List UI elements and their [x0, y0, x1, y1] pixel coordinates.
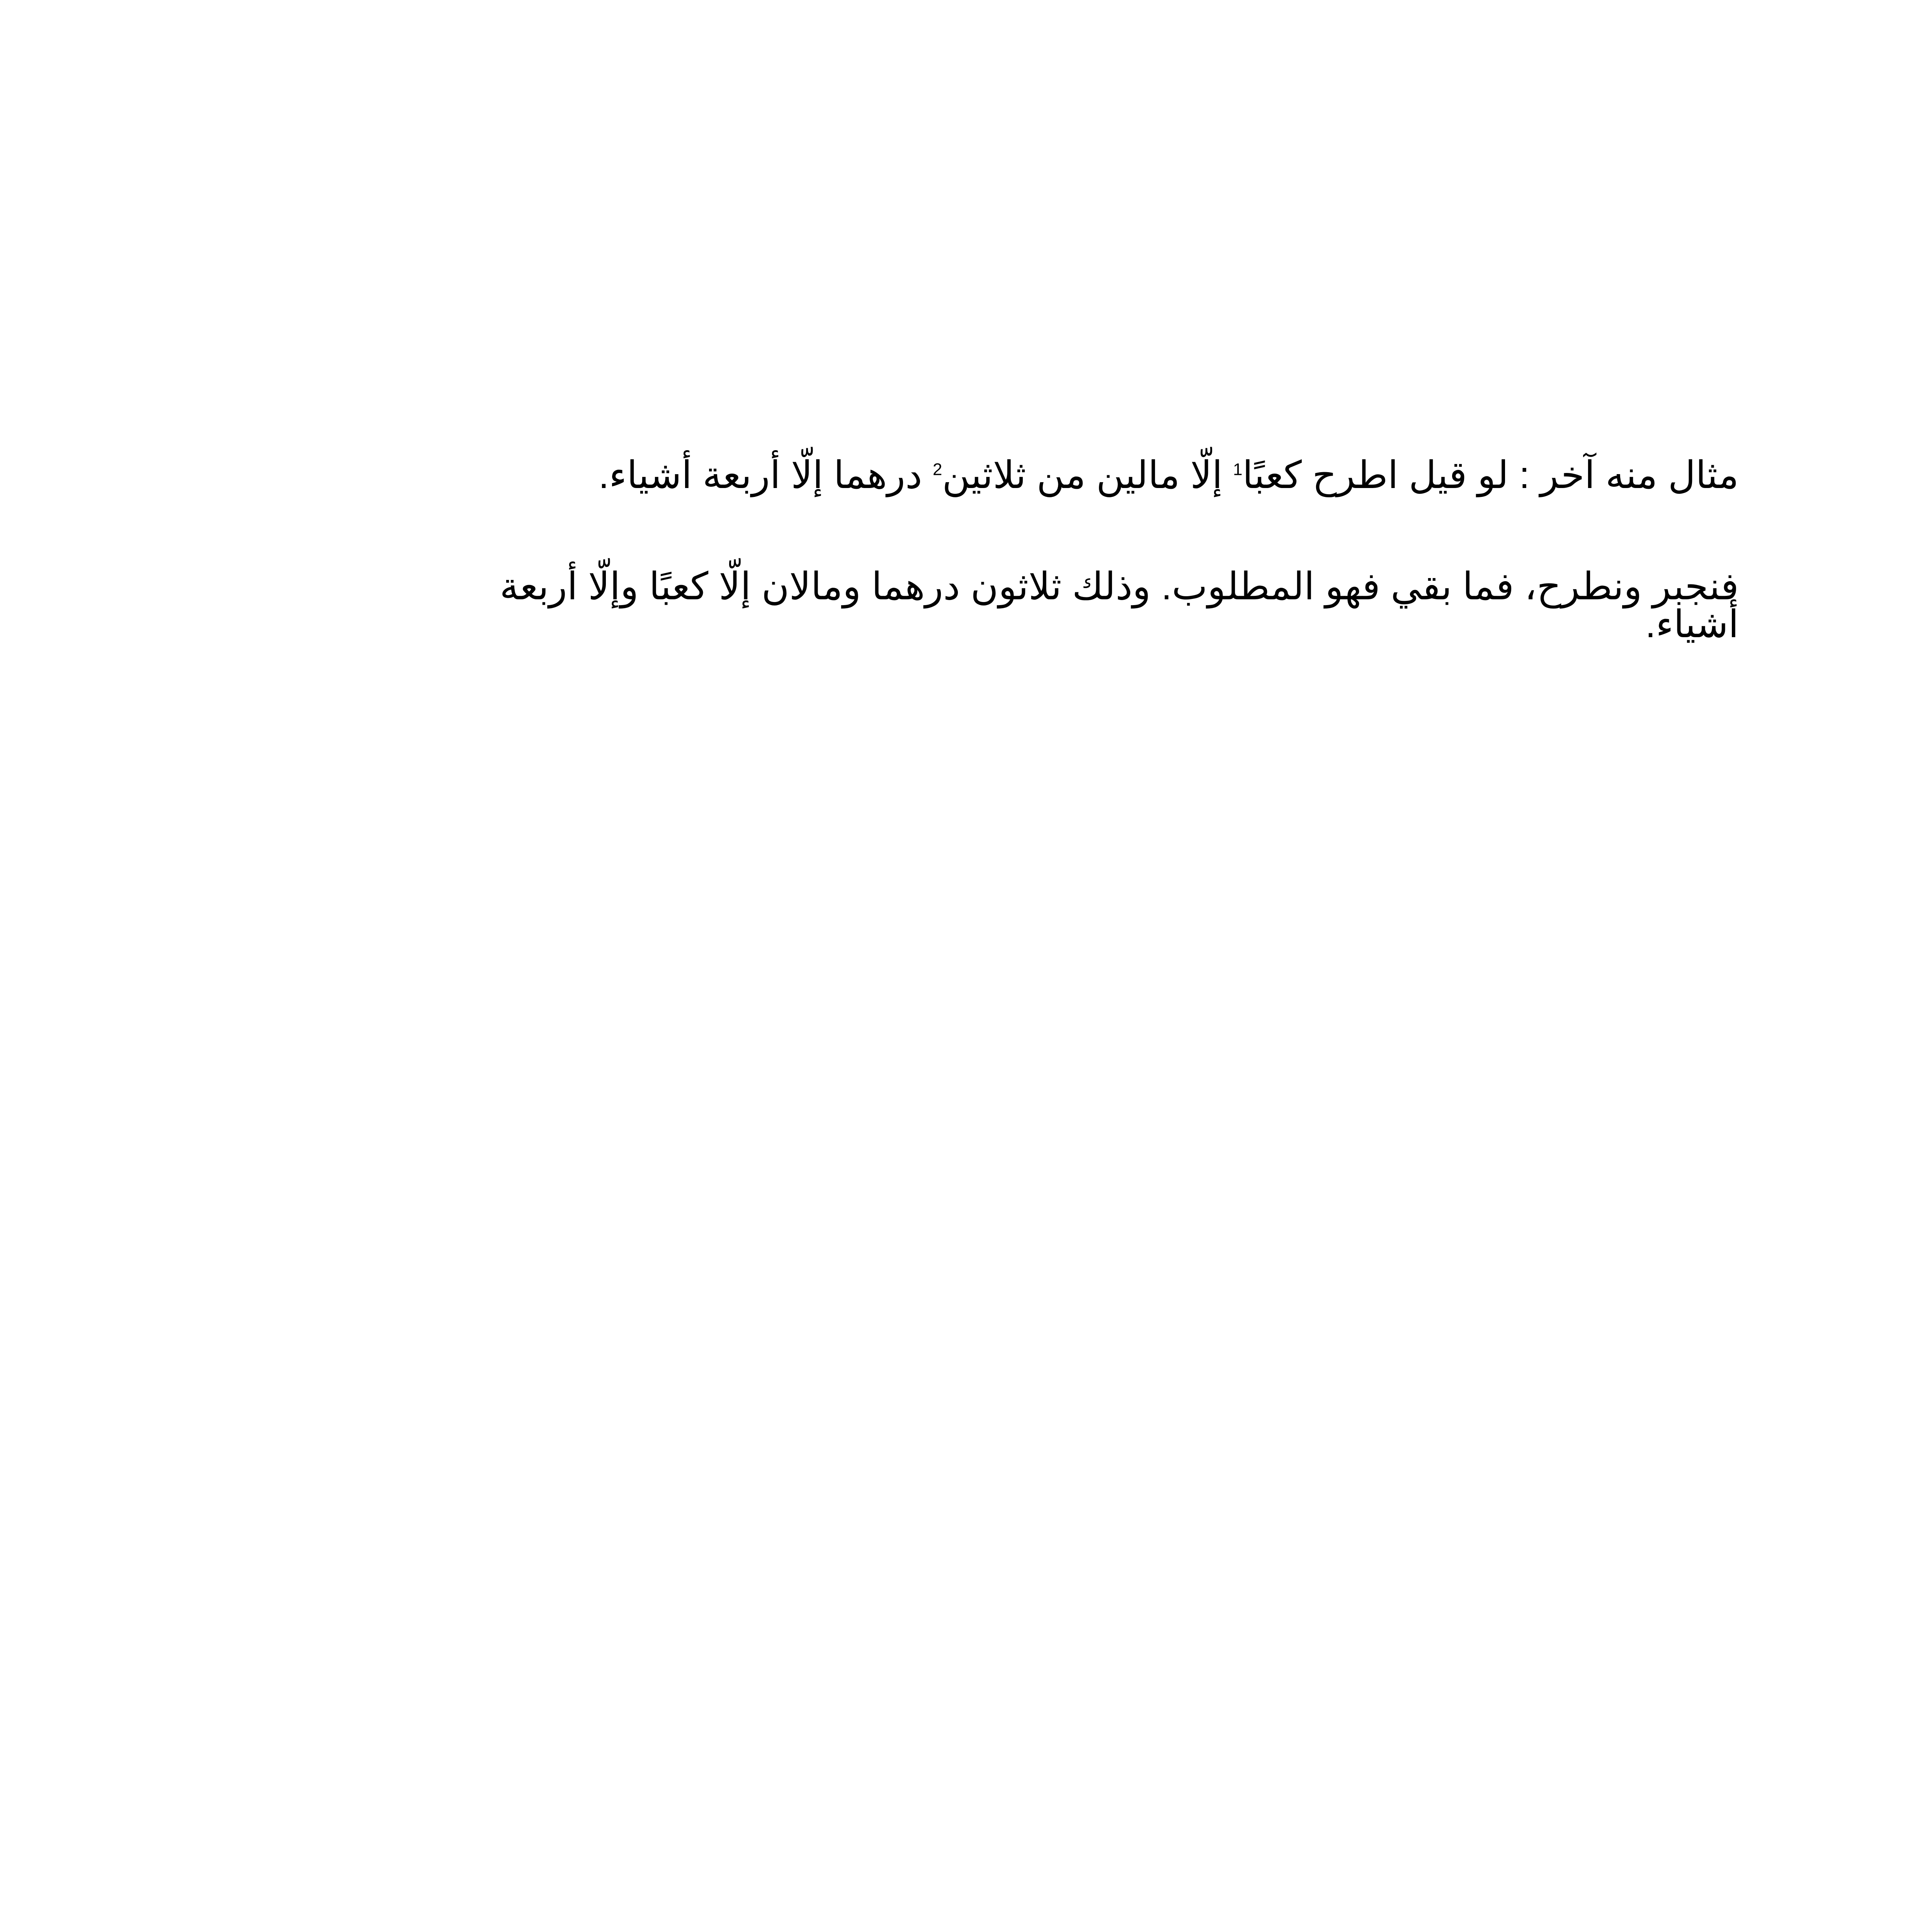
paragraph-1: [471, 456, 1739, 494]
footnote-ref-1: 1: [1233, 460, 1243, 479]
footnote-ref-2: 2: [932, 460, 942, 479]
paragraph-2: فنجبر ونطرح، فما بقي فهو المطلوب. وذلك ثلاثون درهما ومالان إلّا كعبًا وإلّا أربعة أشياء.: [500, 565, 1739, 645]
paragraph-1-part-b: إلّا مالين من ثلاثين: [942, 454, 1233, 496]
paragraph-1-part-c: درهما إلّا أربعة أشياء.: [598, 454, 933, 496]
paragraph-1-part-a: مثال منه آخر : لو قيل اطرح كعبًا: [1242, 454, 1739, 496]
main-text: [471, 456, 1739, 643]
